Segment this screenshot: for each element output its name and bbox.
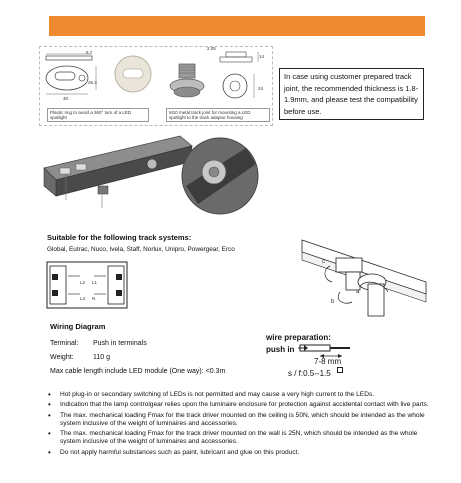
terminal-value: Push in terminals <box>93 340 147 347</box>
suitable-title: Suitable for the following track systems: <box>47 233 192 242</box>
square-symbol <box>337 367 343 373</box>
wiring-title: Wiring Diagram <box>50 322 106 331</box>
push-in-label: push in <box>266 345 295 354</box>
dim-label: 25.3 <box>88 80 97 85</box>
warning-item: • Hot plug-in or secondary switching of LEDs is not permitted and may cause a very high current to the LEDs. <box>47 391 437 399</box>
terminal-label-l3: L3 <box>80 296 86 301</box>
joint-detail-image <box>180 136 262 216</box>
terminal-label: Terminal: <box>50 340 79 347</box>
ring-caption: Plastic ring to avoid a 360° turn of a LED spotlight <box>47 108 149 122</box>
weight-label: Weight: <box>50 354 74 361</box>
terminal-label-l1: L1 <box>92 280 98 285</box>
dim-label: 30 <box>63 96 69 101</box>
warning-item: • The max. mechanical loading Fmax for the track driver mounted on the wall is 25N, which should be intended as the whole system inclusive of the weight of luminaires and accessories. <box>47 430 437 447</box>
warning-item: • Indication that the lamp controlgear relies upon the luminaire enclosure for protection against accidental contact with live parts. <box>47 401 437 409</box>
terminal-label-l2: L2 <box>80 280 86 285</box>
cable-length: Max cable length include LED module (One way): <0.3m <box>50 368 226 375</box>
dim-label: 5.7 <box>86 50 93 55</box>
terminal-label-n: N <box>92 296 96 301</box>
header-bar <box>49 16 425 36</box>
plastic-ring-image <box>110 54 156 94</box>
dim-label: 14 <box>259 54 265 59</box>
warning-item: • The max. mechanical loading Fmax for the track driver mounted on the ceiling is 50N, which should be intended as the whole system inclusive of the weight of luminaires and accessories. <box>47 412 437 429</box>
dim-label: 2.05 <box>207 46 216 51</box>
wire-section: s / f:0.5--1.5 <box>288 369 331 378</box>
spotlight-rotation-drawing <box>300 230 430 326</box>
ring-drawing <box>42 48 104 98</box>
rotation-label-a: a <box>356 289 360 295</box>
weight-value: 110 g <box>93 354 110 361</box>
rotation-label-b: b <box>331 299 335 305</box>
wire-prep-title: wire preparation: <box>266 333 331 342</box>
metal-joint-image <box>167 62 207 100</box>
warning-item: • Do not apply harmful substances such as paint, lubricant and glue on this product. <box>47 449 437 457</box>
terminal-block-drawing <box>46 256 128 312</box>
thickness-note: In case using customer prepared track joint, the recommended thickness is 1.8-1.9mm, and please test the compatibility before use. <box>279 68 424 120</box>
rotation-label-c: c <box>322 259 325 265</box>
dim-label: 24 <box>258 86 264 91</box>
warning-list <box>47 391 437 459</box>
suitable-systems: Global, Eutrac, Nuco, Ivela, Staff, Norlux, Unipro, Powergear, Erco <box>47 246 235 253</box>
strip-length: 7-8 mm <box>314 357 342 366</box>
joint-caption: M10 metal track joint for mounting a LED spotlight to the track adaptor housing <box>166 108 270 122</box>
